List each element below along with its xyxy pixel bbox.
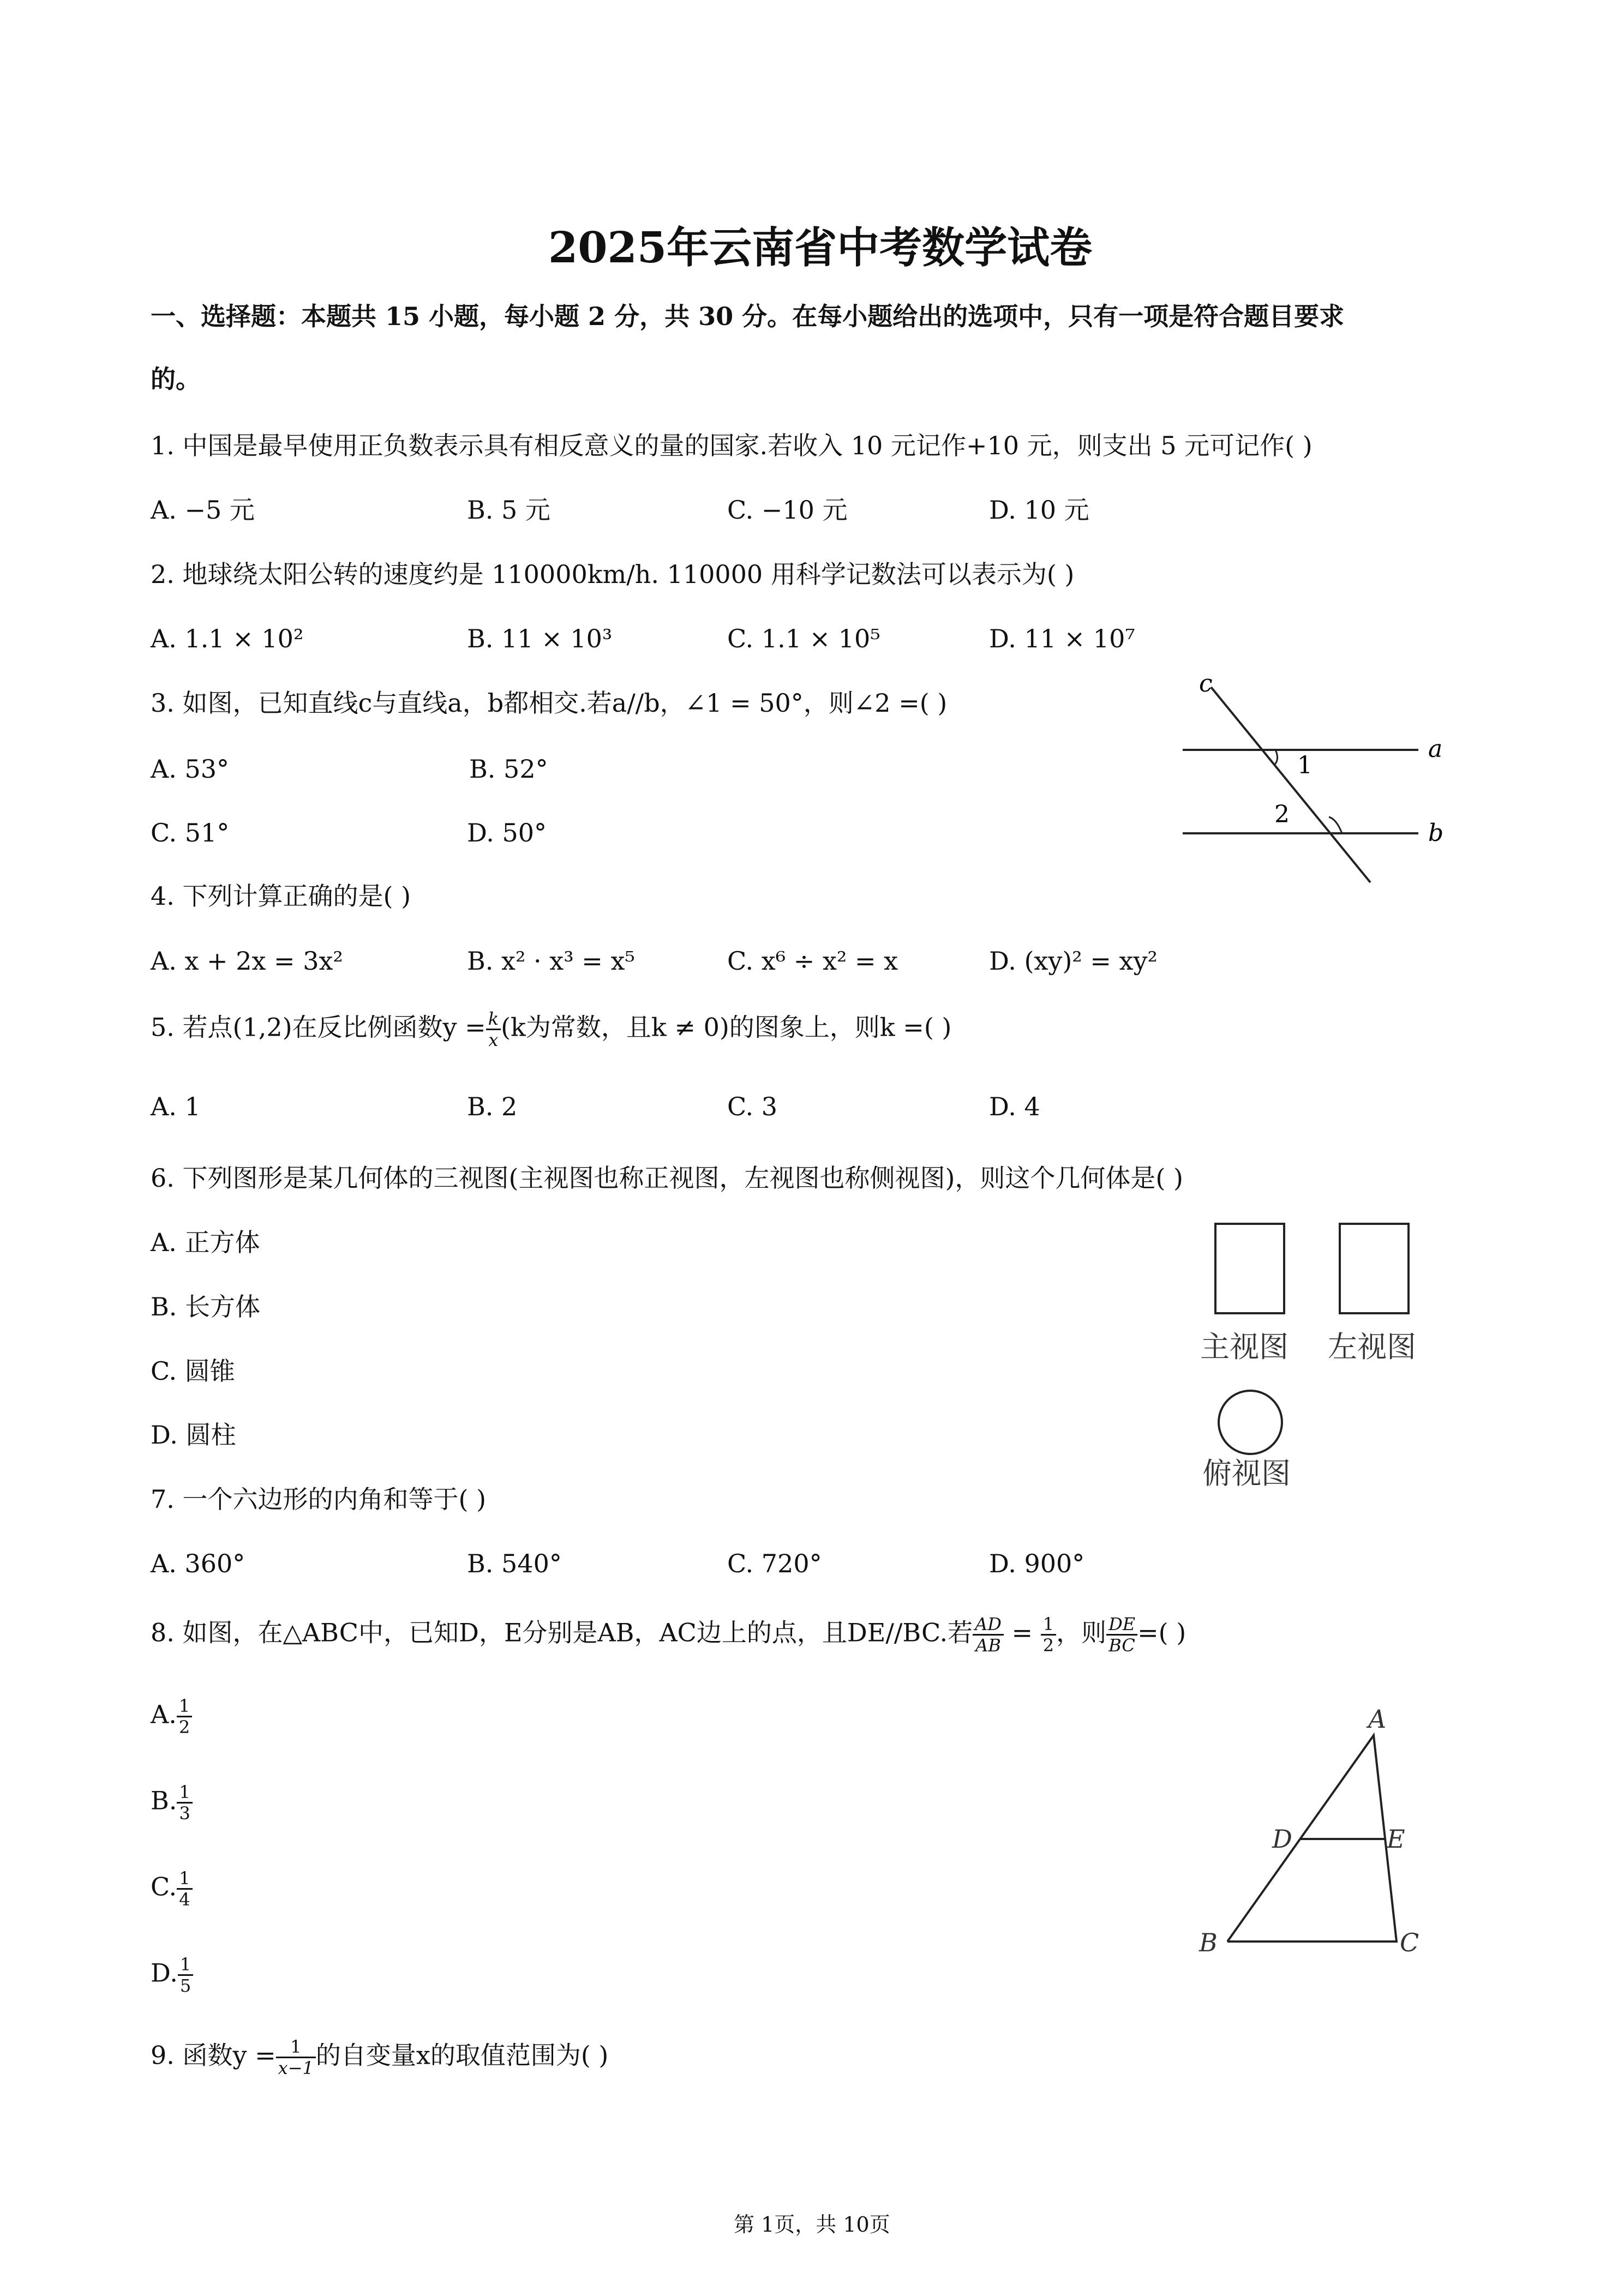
label-angle-1: 1: [1297, 752, 1313, 779]
q3-option-c: C. 51°: [151, 818, 230, 848]
q3-parallel-lines-figure: [1178, 676, 1462, 894]
q8-option-a-letter: A.: [151, 1699, 177, 1729]
q8-option-a-den: 2: [178, 1717, 190, 1738]
q8-fraction-de-bc: [1106, 1614, 1137, 1655]
q8-option-b-fraction: [177, 1782, 192, 1823]
q7-option-a: A. 360°: [151, 1549, 245, 1578]
q4-option-c: C. x⁶ ÷ x² = x: [727, 946, 898, 976]
label-e: E: [1387, 1824, 1405, 1854]
q8-stem-equals: =: [1011, 1618, 1033, 1648]
q8-option-b-num: 1: [177, 1782, 192, 1804]
top-view-circle: [1219, 1391, 1282, 1454]
q6-option-c: C. 圆锥: [151, 1356, 235, 1386]
question-4-stem: 4. 下列计算正确的是( ): [151, 881, 411, 911]
question-7-stem: 7. 一个六边形的内角和等于( ): [151, 1484, 487, 1514]
q7-option-d: D. 900°: [989, 1549, 1085, 1578]
q5-stem-part2: (k为常数，且k ≠ 0)的图象上，则k =( ): [501, 1012, 952, 1042]
q1-option-b: B. 5 元: [467, 495, 550, 525]
q8-frac2-num: 1: [1041, 1614, 1056, 1636]
label-angle-2: 2: [1274, 801, 1290, 828]
q8-option-c-den: 4: [179, 1889, 190, 1910]
q9-stem-part2: 的自变量x的取值范围为( ): [315, 2040, 609, 2070]
page-title: 2025年云南省中考数学试卷: [548, 223, 1093, 273]
angle-2-arc: [1329, 817, 1342, 833]
q8-option-d-fraction: [178, 1955, 193, 1996]
q8-frac1-num: AD: [973, 1614, 1004, 1636]
label-top-view: 俯视图: [1202, 1456, 1291, 1490]
q1-option-d: D. 10 元: [989, 495, 1089, 525]
q8-option-d-letter: D.: [151, 1958, 178, 1988]
q3-option-d: D. 50°: [467, 818, 547, 848]
angle-1-arc: [1274, 750, 1278, 765]
q4-option-b: B. x² · x³ = x⁵: [467, 946, 635, 976]
page-footer: 第 1页，共 10页: [734, 2213, 890, 2237]
q6-three-view-figure: [1195, 1216, 1446, 1500]
q7-option-c: C. 720°: [727, 1549, 822, 1578]
label-b: B: [1199, 1928, 1218, 1957]
q8-stem-part1: 8. 如图，在△ABC中，已知D，E分别是AB，AC边上的点，且DE//BC.若: [151, 1618, 973, 1648]
q8-frac2-den: 2: [1042, 1635, 1054, 1656]
q5-stem-part1: 5. 若点(1,2)在反比例函数y =: [151, 1012, 486, 1042]
q5-frac-num: k: [486, 1009, 501, 1030]
label-a: A: [1368, 1704, 1387, 1734]
q8-option-c: [151, 1868, 193, 1909]
question-2-stem: 2. 地球绕太阳公转的速度约是 110000km/h. 110000 用科学记数法可以表示为( ): [151, 560, 1075, 589]
q8-frac3-den: BC: [1108, 1635, 1135, 1656]
q2-option-a: A. 1.1 × 10²: [151, 624, 304, 653]
q8-option-b-letter: B.: [151, 1786, 177, 1816]
q1-option-a: A. −5 元: [151, 495, 255, 525]
q8-triangle-figure: [1189, 1702, 1440, 1963]
q9-frac-num: 1: [276, 2037, 316, 2058]
label-b: b: [1428, 819, 1444, 847]
q8-option-d: [151, 1955, 193, 1996]
q8-stem-part3: ，则: [1056, 1618, 1107, 1648]
q5-fraction-k-over-x: [486, 1009, 501, 1050]
label-left-view: 左视图: [1328, 1330, 1416, 1364]
q3-option-b: B. 52°: [469, 754, 548, 784]
q6-option-d: D. 圆柱: [151, 1420, 236, 1450]
q8-option-c-letter: C.: [151, 1872, 177, 1902]
q4-option-d: D. (xy)² = xy²: [989, 946, 1158, 976]
q5-option-b: B. 2: [467, 1092, 518, 1121]
label-c: C: [1400, 1928, 1419, 1957]
question-8-stem: [151, 1614, 1186, 1655]
q3-option-a: A. 53°: [151, 754, 229, 784]
q8-fraction-ad-ab: [973, 1614, 1004, 1655]
q5-option-a: A. 1: [151, 1092, 201, 1121]
q8-option-d-den: 5: [179, 1975, 191, 1996]
q9-stem-part1: 9. 函数y =: [151, 2040, 276, 2070]
q8-option-b: [151, 1782, 193, 1823]
label-front-view: 主视图: [1200, 1330, 1289, 1364]
q5-option-d: D. 4: [989, 1092, 1040, 1121]
q8-option-a-num: 1: [177, 1696, 192, 1717]
q8-option-c-num: 1: [177, 1868, 192, 1890]
q8-option-d-num: 1: [178, 1955, 193, 1976]
front-view-rect: [1215, 1224, 1284, 1313]
q8-option-b-den: 3: [179, 1803, 190, 1824]
q8-stem-part4: =( ): [1137, 1618, 1186, 1648]
label-d: D: [1272, 1824, 1292, 1854]
label-c: c: [1199, 676, 1213, 698]
q2-option-c: C. 1.1 × 10⁵: [727, 624, 880, 653]
question-9-stem: [151, 2037, 608, 2078]
q6-option-b: B. 长方体: [151, 1292, 261, 1321]
q2-option-b: B. 11 × 10³: [467, 624, 613, 653]
q8-frac3-num: DE: [1106, 1614, 1137, 1636]
q9-fraction: [276, 2037, 316, 2078]
q9-frac-den: x−1: [278, 2058, 314, 2078]
section-header-line2: 的。: [151, 364, 201, 394]
q1-option-c: C. −10 元: [727, 495, 848, 525]
left-view-rect: [1340, 1224, 1409, 1313]
q6-option-a: A. 正方体: [151, 1228, 260, 1257]
question-5-stem: [151, 1009, 951, 1050]
question-3-stem: 3. 如图，已知直线c与直线a，b都相交.若a//b，∠1 = 50°，则∠2 =( ): [151, 688, 948, 718]
q8-option-a-fraction: [177, 1696, 192, 1737]
q7-option-b: B. 540°: [467, 1549, 562, 1578]
q5-frac-den: x: [488, 1030, 499, 1050]
q2-option-d: D. 11 × 10⁷: [989, 624, 1135, 653]
q8-option-c-fraction: [177, 1868, 192, 1909]
question-6-stem: 6. 下列图形是某几何体的三视图(主视图也称正视图，左视图也称侧视图)，则这个几何体是( ): [151, 1163, 1183, 1193]
label-a: a: [1428, 735, 1443, 763]
question-1-stem: 1. 中国是最早使用正负数表示具有相反意义的量的国家.若收入 10 元记作+10 元，则支出 5 元可记作( ): [151, 431, 1313, 460]
q8-fraction-one-half: [1041, 1614, 1056, 1655]
q5-option-c: C. 3: [727, 1092, 778, 1121]
section-header-line1: 一、选择题：本题共 15 小题，每小题 2 分，共 30 分。在每小题给出的选项中，只有一项是符合题目要求: [151, 302, 1345, 331]
line-c: [1211, 687, 1370, 882]
q4-option-a: A. x + 2x = 3x²: [151, 946, 343, 976]
q8-option-a: [151, 1696, 192, 1737]
q8-frac1-den: AB: [975, 1635, 1001, 1656]
